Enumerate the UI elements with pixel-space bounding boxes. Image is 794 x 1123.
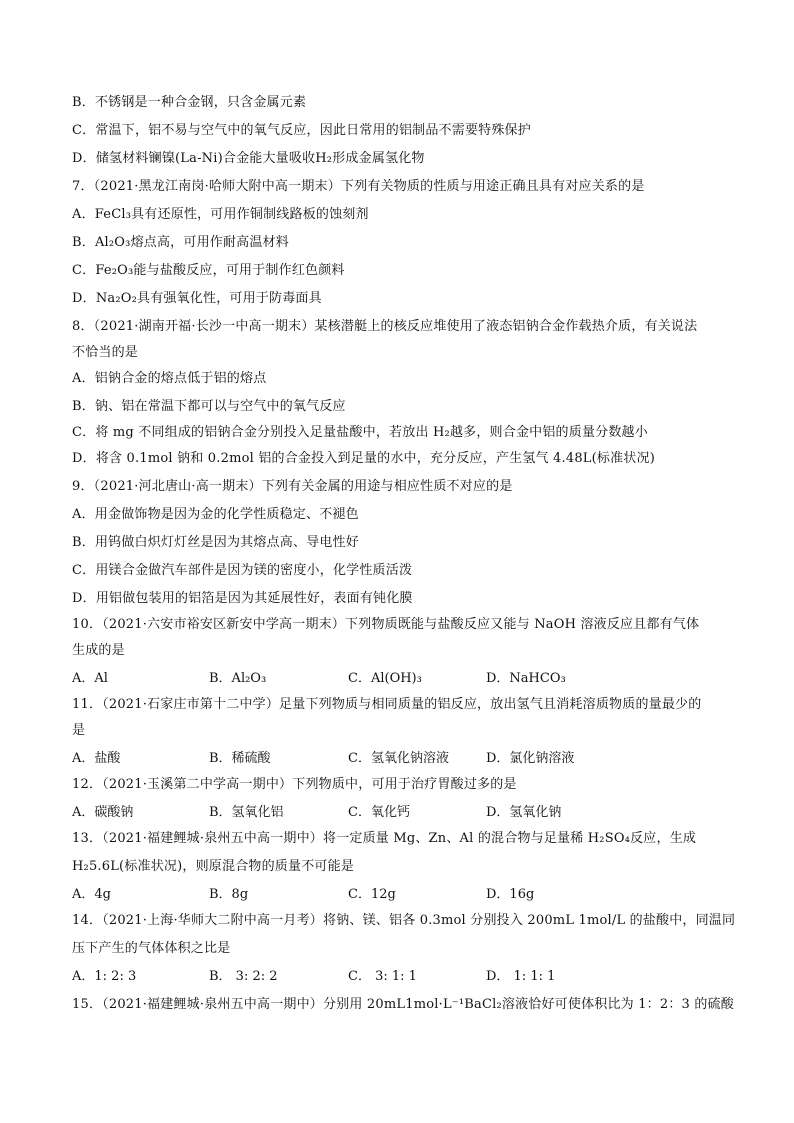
q7-stem: 7．（2021·黑龙江南岗·哈师大附中高一期末）下列有关物质的性质与用途正确且具有对应关系的是 — [72, 179, 645, 194]
q8-option-a: A．铝钠合金的熔点低于铝的熔点 — [72, 371, 267, 386]
q9-option-c: C．用镁合金做汽车部件是因为镁的密度小，化学性质活泼 — [72, 563, 413, 578]
q11-stem-line1: 11．（2021·石家庄市第十二中学）足量下列物质与相同质量的铝反应，放出氢气且消耗溶质物质的量最少的 — [72, 697, 702, 712]
q13-stem-line2: H₂5.6L(标准状况)，则原混合物的质量不可能是 — [72, 859, 354, 874]
q11-option-a: A．盐酸 — [72, 751, 121, 766]
q10-option-c: C．Al(OH)₃ — [348, 671, 422, 686]
q12-option-d: D．氢氧化钠 — [486, 805, 562, 820]
q14-option-d: D． 1: 1: 1 — [486, 969, 556, 984]
q15-stem: 15．（2021·福建鲤城·泉州五中高一期中）分别用 20mL1mol·L⁻¹BaCl₂溶液恰好可使体积比为 1：2：3 的硫酸 — [72, 997, 734, 1012]
q12-option-a: A．碳酸钠 — [72, 805, 134, 820]
q12-stem: 12．（2021·玉溪第二中学高一期中）下列物质中，可用于治疗胃酸过多的是 — [72, 777, 517, 792]
q10-stem-line1: 10．（2021·六安市裕安区新安中学高一期末）下列物质既能与盐酸反应又能与 NaOH 溶液反应且都有气体 — [72, 617, 700, 632]
q10-option-a: A．Al — [72, 671, 108, 686]
q8-option-c: C．将 mg 不同组成的铝钠合金分别投入足量盐酸中，若放出 H₂越多，则合金中铝的质量分数越小 — [72, 425, 648, 440]
q14-option-a: A．1: 2: 3 — [72, 969, 137, 984]
q10-stem-line2: 生成的是 — [72, 643, 125, 658]
q13-option-c: C．12g — [348, 887, 396, 902]
q13-option-a: A．4g — [72, 887, 111, 902]
q13-option-d: D．16g — [486, 887, 535, 902]
q14-stem-line1: 14．（2021·上海·华师大二附中高一月考）将钠、镁、铝各 0.3mol 分别投入 200mL 1mol/L 的盐酸中，同温同 — [72, 913, 736, 928]
q8-stem-line2: 不恰当的是 — [72, 345, 139, 360]
q11-stem-line2: 是 — [72, 723, 86, 738]
q7-option-b: B．Al₂O₃熔点高，可用作耐高温材料 — [72, 235, 289, 250]
q8-option-d: D．将含 0.1mol 钠和 0.2mol 铝的合金投入到足量的水中，充分反应，产生氢气 4.48L(标准状况) — [72, 451, 655, 466]
q10-option-d: D．NaHCO₃ — [486, 671, 566, 686]
q6-option-b: B．不锈钢是一种合金钢，只含金属元素 — [72, 95, 307, 110]
q13-stem-line1: 13．（2021·福建鲤城·泉州五中高一期中）将一定质量 Mg、Zn、Al 的混合物与足量稀 H₂SO₄反应，生成 — [72, 831, 697, 846]
q9-option-d: D．用铝做包装用的铝箔是因为其延展性好，表面有钝化膜 — [72, 591, 413, 606]
q12-option-c: C．氧化钙 — [348, 805, 410, 820]
q11-option-d: D．氯化钠溶液 — [486, 751, 575, 766]
q12-option-b: B．氢氧化铝 — [209, 805, 284, 820]
q11-option-b: B．稀硫酸 — [209, 751, 271, 766]
q6-option-c: C．常温下，铝不易与空气中的氧气反应，因此日常用的铝制品不需要特殊保护 — [72, 123, 531, 138]
q9-option-a: A．用金做饰物是因为金的化学性质稳定、不褪色 — [72, 507, 359, 522]
q14-option-c: C． 3: 1: 1 — [348, 969, 417, 984]
q14-stem-line2: 压下产生的气体体积之比是 — [72, 941, 231, 956]
q8-option-b: B．钠、铝在常温下都可以与空气中的氧气反应 — [72, 399, 346, 414]
q7-option-d: D．Na₂O₂具有强氧化性，可用于防毒面具 — [72, 291, 322, 306]
q9-stem: 9．（2021·河北唐山·高一期末）下列有关金属的用途与相应性质不对应的是 — [72, 479, 513, 494]
q9-option-b: B．用钨做白炽灯灯丝是因为其熔点高、导电性好 — [72, 535, 359, 550]
q14-option-b: B． 3: 2: 2 — [209, 969, 278, 984]
q13-option-b: B．8g — [209, 887, 249, 902]
q7-option-a: A．FeCl₃具有还原性，可用作铜制线路板的蚀刻剂 — [72, 207, 369, 222]
q6-option-d: D．储氢材料镧镍(La-Ni)合金能大量吸收H₂形成金属氢化物 — [72, 151, 425, 166]
q11-option-c: C．氢氧化钠溶液 — [348, 751, 449, 766]
q8-stem-line1: 8．（2021·湖南开福·长沙一中高一期末）某核潜艇上的核反应堆使用了液态铝钠合金作载热介质，有关说法 — [72, 319, 698, 334]
q7-option-c: C．Fe₂O₃能与盐酸反应，可用于制作红色颜料 — [72, 263, 345, 278]
q10-option-b: B．Al₂O₃ — [209, 671, 267, 686]
